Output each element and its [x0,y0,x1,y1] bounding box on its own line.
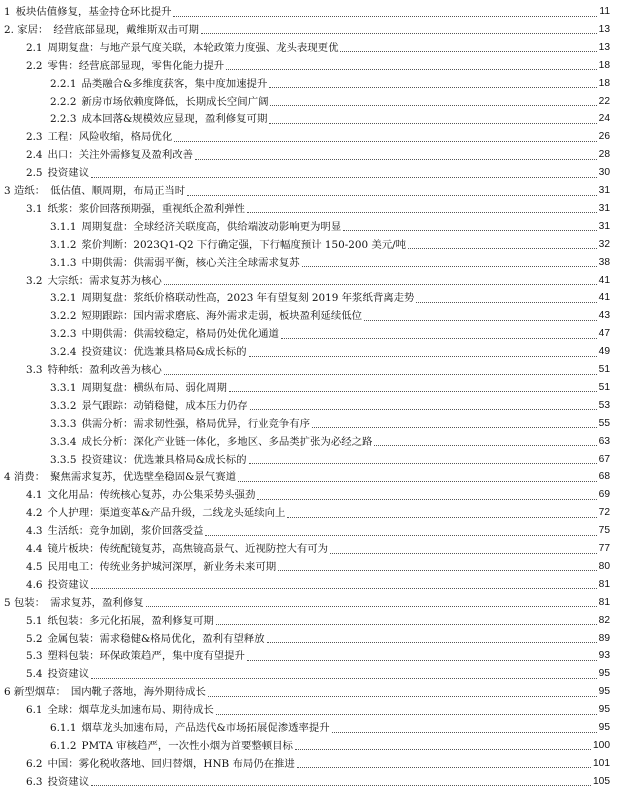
dot-leader [267,642,597,643]
dot-leader [164,284,597,285]
toc-entry-title: 周期复盘：横纵布局、弱化周期 [81,381,227,394]
toc-entry-title: 浆价判断：2023Q1-Q2 下行确定强，下行幅度预计 150-200 美元/吨 [81,238,407,251]
toc-entry-title: 周期复盘：全球经济关联度高，供给端波动影响更为明显 [81,220,342,233]
toc-entry-title: 中期供需：供需弱平衡，核心关注全球需求复苏 [81,256,300,269]
dot-leader [297,767,591,768]
toc-entry-number: 5 包装： [4,596,46,609]
toc-entry[interactable] [26,523,610,539]
dot-leader [270,105,596,106]
toc-entry-page: 69 [598,489,610,501]
toc-entry-title: 低估值、顺周期，布局正当时 [50,185,186,197]
toc-entry-title: 成长分析：深化产业链一体化，多地区、多品类扩张为必经之路 [81,435,373,448]
toc-entry-number: 3.3.5 [50,453,77,466]
dot-leader [250,409,597,410]
dot-leader [187,195,596,196]
toc-entry-title: 纸包装：多元化拓展，盈利修复可期 [47,614,214,627]
toc-entry-number: 2.1 [26,41,43,54]
toc-entry-title: 出口：关注外需修复及盈利改善 [47,149,193,162]
toc-entry-number: 3.2.4 [50,346,77,359]
toc-entry[interactable] [26,129,610,145]
dot-leader [408,248,597,249]
toc-entry-number: 2.3 [26,131,43,144]
toc-entry[interactable] [50,76,610,92]
toc-entry-page: 53 [598,399,610,411]
toc-entry[interactable] [26,273,610,289]
toc-entry[interactable] [4,595,610,611]
toc-entry-page: 68 [598,471,610,483]
toc-entry-page: 51 [598,364,610,375]
toc-entry-page: 67 [598,453,610,465]
toc-entry-number: 3.2.1 [50,292,77,305]
toc-entry[interactable] [50,255,610,271]
toc-entry-page: 13 [598,41,610,53]
toc-entry-title: 零售：经营底部显现，零售化能力提升 [47,59,225,72]
dot-leader [343,230,596,231]
dot-leader [374,445,596,446]
toc-entry-page: 80 [598,560,610,572]
toc-entry-title: 新房市场依赖度降低，长期成长空间广阔 [81,95,269,108]
toc-entry-title: 中国：雾化税收落地、回归替烟，HNB 布局仍在推进 [47,757,295,770]
toc-entry-number: 3.3.2 [50,399,77,412]
toc-entry-title: 品类融合&多维度获客，集中度加速提升 [81,77,268,90]
dot-leader [91,678,597,679]
toc-entry[interactable] [50,237,610,253]
toc-entry-title: 金属包装：需求稳健&格局优化，盈利有望释放 [47,632,265,645]
toc-entry-page: 31 [598,185,610,196]
toc-entry-page: 28 [598,149,610,161]
toc-entry-page: 49 [598,346,610,358]
dot-leader [146,606,597,607]
dot-leader [247,212,597,213]
toc-entry-page: 13 [598,23,610,35]
toc-entry-title: 镜片板块：传统配镜复苏，高焦镜高景气、近视防控大有可为 [47,543,329,555]
toc-entry-title: 塑料包装：环保政策趋严，集中度有望提升 [47,650,245,663]
toc-entry-number: 5.1 [26,614,43,627]
toc-entry-title: 成本回落&规模效应显现，盈利修复可期 [81,113,268,126]
toc-entry-title: 工程：风险收缩，格局优化 [47,131,173,144]
toc-entry[interactable] [26,613,610,629]
toc-entry-page: 11 [599,6,610,17]
toc-entry-title: 聚焦需求复苏，优选壁垒稳固&景气赛道 [50,471,236,484]
dot-leader [416,302,596,303]
toc-entry-page: 41 [598,274,610,286]
toc-entry-title: 需求复苏，盈利修复 [50,596,144,609]
toc-entry-number: 6.1.1 [50,722,77,734]
toc-entry[interactable] [26,702,610,718]
dot-leader [91,177,597,178]
toc-entry-page: 81 [598,578,610,590]
toc-entry[interactable] [50,290,610,306]
dot-leader [312,427,597,428]
toc-entry-number: 3.3 [26,364,43,376]
toc-entry-title: 中期供需：供需较稳定，格局仍处优化通道 [81,328,279,341]
toc-entry-title: 生活纸：竞争加剧，浆价回落受益 [47,525,204,538]
dot-leader [226,69,596,70]
toc-entry-page: 31 [598,220,610,232]
dot-leader [269,87,596,88]
toc-entry-number: 3.1.1 [50,220,77,233]
toc-entry[interactable] [50,452,610,468]
toc-entry-page: 22 [598,95,610,107]
toc-entry[interactable] [26,58,610,74]
toc-entry-title: 经营底部显现，戴维斯双击可期 [53,23,199,36]
toc-entry[interactable] [50,416,610,432]
toc-entry-title: 板块估值修复，基金持仓环比提升 [15,6,172,18]
toc-entry[interactable] [50,398,610,414]
toc-entry[interactable] [50,738,610,754]
toc-entry-title: 投资建议：优选兼具格局&成长标的 [81,346,247,359]
toc-entry[interactable] [26,505,610,521]
toc-entry-number: 6 新型烟草： [4,686,66,699]
toc-entry-title: 周期复盘：浆纸价格联动性高，2023 年有望复刻 2019 年浆纸背离走势 [81,292,415,305]
dot-leader [201,33,597,34]
toc-entry-page: 95 [598,668,610,680]
toc-entry-page: 93 [598,650,610,662]
toc-entry-number: 3.2.2 [50,310,77,323]
dot-leader [229,391,597,392]
toc-entry-title: 投资建议 [47,775,90,788]
dot-leader [330,553,597,554]
toc-entry-page: 95 [598,686,610,698]
toc-entry-page: 72 [598,507,610,519]
toc-entry-number: 6.1 [26,704,43,717]
dot-leader [238,481,597,482]
toc-entry[interactable] [26,631,610,647]
toc-entry-page: 26 [598,131,610,143]
toc-entry-number: 6.3 [26,775,43,788]
toc-entry-title: 文化用品：传统核心复苏，办公集采势头强劲 [47,489,256,502]
toc-entry-page: 95 [598,722,610,733]
toc-entry-page: 81 [598,596,610,608]
toc-entry-title: PMTA 审核趋严，一次性小烟为首要整顿目标 [81,739,293,752]
toc-entry[interactable] [26,774,610,790]
toc-entry-number: 2.2.1 [50,77,77,90]
toc-entry[interactable] [26,559,610,575]
toc-entry-number: 3.2 [26,274,43,287]
toc-entry[interactable] [50,94,610,110]
toc-entry-number: 4.3 [26,525,43,538]
toc-entry-number: 3.1 [26,202,43,215]
toc-entry-page: 82 [598,614,610,626]
toc-entry-page: 47 [598,328,610,340]
toc-entry-number: 6.1.2 [50,739,77,752]
toc-entry-title: 短期跟踪：国内需求磨底、海外需求走弱，板块盈利延续低位 [81,310,362,323]
toc-entry-title: 投资建议 [47,668,90,681]
toc-entry-number: 2. 家居： [4,23,49,36]
dot-leader [205,535,596,536]
toc-entry-title: 全球：烟草龙头加速布局、期待成长 [47,704,214,717]
toc-entry-number: 3 造纸： [4,185,46,197]
toc-entry-page: 18 [598,77,610,89]
toc-entry-number: 3.1.3 [50,256,77,269]
dot-leader [216,624,597,625]
toc-entry-number: 3.1.2 [50,238,77,251]
toc-entry-number: 3.2.3 [50,328,77,341]
toc-entry-page: 31 [598,202,610,214]
toc-entry-number: 3.3.3 [50,417,77,430]
toc-entry-number: 2.2 [26,59,43,72]
toc-entry[interactable] [26,666,610,682]
toc-entry-title: 烟草龙头加速布局，产品迭代&市场拓展促渗透率提升 [81,722,330,734]
toc-entry-title: 国内靴子落地，海外期待成长 [70,686,206,699]
toc-entry-page: 30 [598,167,610,179]
toc-entry-title: 投资建议 [47,578,90,591]
toc-entry[interactable] [26,756,610,772]
dot-leader [364,320,597,321]
dot-leader [287,517,596,518]
toc-entry-title: 民用电工：传统业务护城河深厚，新业务未来可期 [47,560,277,573]
toc-entry[interactable] [50,344,610,360]
toc-entry-number: 3.3.1 [50,381,77,394]
toc-entry-page: 51 [598,381,610,393]
toc-entry-page: 63 [598,435,610,447]
toc-entry[interactable] [50,434,610,450]
dot-leader [91,785,591,786]
toc-entry-page: 105 [593,775,610,787]
toc-entry[interactable] [26,165,610,181]
toc-entry-page: 101 [593,757,610,769]
toc-entry-number: 4.5 [26,560,43,573]
toc-entry[interactable] [4,4,610,20]
dot-leader [281,338,597,339]
toc-entry-page: 55 [598,417,610,429]
toc-entry-title: 景气跟踪：动销稳健，成本压力仍存 [81,399,248,412]
dot-leader [302,266,597,267]
toc-entry-page: 75 [598,525,610,537]
dot-leader [249,463,597,464]
dot-leader [173,16,597,17]
toc-entry-number: 2.2.2 [50,95,77,108]
toc-entry-page: 43 [598,310,610,322]
toc-entry[interactable] [26,201,610,217]
dot-leader [216,714,597,715]
toc-entry-number: 5.2 [26,632,43,645]
toc-entry-title: 供需分析：需求韧性强，格局优异，行业竞争有序 [81,417,311,430]
toc-entry-page: 100 [593,739,610,751]
toc-entry-title: 大宗纸：需求复苏为核心 [47,274,162,287]
toc-entry-number: 5.3 [26,650,43,663]
toc-entry[interactable] [50,720,610,736]
toc-entry[interactable] [50,380,610,396]
dot-leader [195,159,597,160]
dot-leader [208,696,597,697]
toc-entry-number: 4.1 [26,489,43,502]
toc-entry-page: 89 [598,632,610,644]
toc-entry-number: 4.4 [26,543,43,555]
toc-entry-page: 32 [598,238,610,250]
toc-entry-title: 投资建议 [47,167,90,180]
toc-entry-title: 投资建议：优选兼具格局&成长标的 [81,453,247,466]
dot-leader [164,374,597,375]
toc-entry[interactable] [4,22,610,38]
toc-entry[interactable] [50,219,610,235]
toc-entry-page: 41 [598,292,610,304]
toc-entry[interactable] [50,326,610,342]
toc-entry-title: 个人护理：渠道变革&产品升级，二线龙头延续向上 [47,507,286,520]
toc-entry[interactable] [26,487,610,503]
toc-entry-number: 5.4 [26,668,43,681]
toc-entry-number: 1 [4,6,11,18]
toc-entry[interactable] [26,40,610,56]
toc-entry-page: 77 [598,543,610,554]
toc-entry-number: 6.2 [26,757,43,770]
toc-entry[interactable] [50,111,610,127]
toc-entry[interactable] [4,684,610,700]
toc-entry[interactable] [4,469,610,485]
dot-leader [91,588,597,589]
toc-entry-number: 2.2.3 [50,113,77,126]
dot-leader [247,660,597,661]
toc-entry-page: 38 [598,256,610,268]
dot-leader [257,499,596,500]
toc-entry[interactable] [26,362,610,378]
toc-entry-number: 4.6 [26,578,43,591]
toc-entry-number: 4.2 [26,507,43,520]
dot-leader [278,570,597,571]
toc-entry-page: 95 [598,704,610,716]
dot-leader [295,749,591,750]
toc-entry[interactable] [26,648,610,664]
toc-entry-title: 特种纸：盈利改善为核心 [47,364,162,376]
toc-entry[interactable] [4,183,610,199]
toc-entry-number: 2.4 [26,149,43,162]
toc-entry[interactable] [26,577,610,593]
toc-entry-page: 18 [598,59,610,71]
toc-entry[interactable] [50,308,610,324]
dot-leader [269,123,596,124]
toc-entry-title: 周期复盘：与地产景气度关联，本轮政策力度强、龙头表现更优 [47,41,339,54]
dot-leader [340,51,596,52]
toc-entry[interactable] [26,541,610,557]
toc-entry-title: 纸浆：浆价回落预期强，重视纸企盈利弹性 [47,202,245,215]
toc-entry-number: 3.3.4 [50,435,77,448]
toc-entry-number: 2.5 [26,167,43,180]
toc-entry[interactable] [26,147,610,163]
dot-leader [332,732,597,733]
toc-entry-page: 24 [598,113,610,125]
dot-leader [249,356,597,357]
toc-entry-number: 4 消费： [4,471,46,484]
dot-leader [174,141,596,142]
